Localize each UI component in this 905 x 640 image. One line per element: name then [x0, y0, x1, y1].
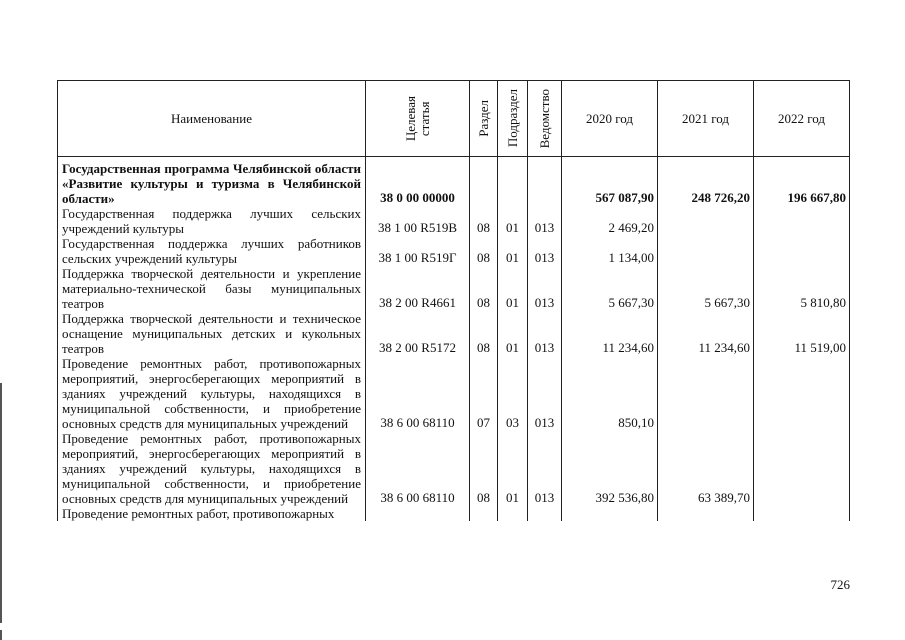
row-name: Государственная поддержка лучших работников сельских учреждений культуры: [58, 236, 366, 266]
row-2020: 567 087,90: [562, 157, 658, 207]
row-section: 08: [470, 311, 498, 356]
row-2022: [754, 236, 850, 266]
row-subsection: 03: [498, 356, 528, 431]
row-2021: [658, 206, 754, 236]
header-department: Ведомство: [528, 81, 562, 157]
budget-table: [57, 80, 850, 521]
row-department: [528, 157, 562, 207]
row-2021: [658, 356, 754, 431]
row-target-article: [366, 506, 470, 521]
row-2022: [754, 431, 850, 506]
row-name: Проведение ремонтных работ, противопожарных мероприятий, энергосберегающих мероприятий в зданиях учреждений культуры, находящихся в муниципальной собственности, и приобретение основных средств для муниципальных учреждений: [58, 356, 366, 431]
table-row: [58, 266, 850, 311]
row-section: 08: [470, 236, 498, 266]
row-subsection: 01: [498, 311, 528, 356]
row-2020: 11 234,60: [562, 311, 658, 356]
row-2022: 196 667,80: [754, 157, 850, 207]
page-number: 726: [830, 577, 850, 592]
row-department: 013: [528, 311, 562, 356]
row-2020: [562, 506, 658, 521]
row-subsection: [498, 506, 528, 521]
row-name: Поддержка творческой деятельности и укрепление материально-технической базы муниципальных театров: [58, 266, 366, 311]
row-section: 07: [470, 356, 498, 431]
row-name: Проведение ремонтных работ, противопожарных: [58, 506, 366, 521]
row-target-article: 38 1 00 R519Г: [366, 236, 470, 266]
row-department: 013: [528, 206, 562, 236]
row-section: 08: [470, 206, 498, 236]
row-section: [470, 157, 498, 207]
table-row: [58, 206, 850, 236]
row-target-article: 38 6 00 68110: [366, 431, 470, 506]
row-name: Государственная программа Челябинской области «Развитие культуры и туризма в Челябинской области»: [58, 157, 366, 207]
scan-edge-line: [0, 383, 2, 623]
row-department: 013: [528, 356, 562, 431]
row-target-article: 38 1 00 R519В: [366, 206, 470, 236]
row-subsection: 01: [498, 206, 528, 236]
row-department: 013: [528, 236, 562, 266]
header-name: Наименование: [58, 81, 366, 157]
table-row: [58, 506, 850, 521]
row-section: 08: [470, 266, 498, 311]
row-section: 08: [470, 431, 498, 506]
row-target-article: 38 2 00 R5172: [366, 311, 470, 356]
row-2021: [658, 236, 754, 266]
row-2021: 5 667,30: [658, 266, 754, 311]
table-row: [58, 356, 850, 431]
row-section: [470, 506, 498, 521]
row-2020: 2 469,20: [562, 206, 658, 236]
table-row: [58, 157, 850, 207]
row-subsection: 01: [498, 236, 528, 266]
row-2022: [754, 506, 850, 521]
header-2020: 2020 год: [562, 81, 658, 157]
header-target-article: Целевая статья: [366, 81, 470, 157]
row-name: Поддержка творческой деятельности и техническое оснащение муниципальных детских и кукольных театров: [58, 311, 366, 356]
row-2020: 392 536,80: [562, 431, 658, 506]
row-2020: 850,10: [562, 356, 658, 431]
header-section: Раздел: [470, 81, 498, 157]
row-2021: 63 389,70: [658, 431, 754, 506]
row-2021: [658, 506, 754, 521]
row-subsection: 01: [498, 266, 528, 311]
row-subsection: 01: [498, 431, 528, 506]
header-2022: 2022 год: [754, 81, 850, 157]
row-subsection: [498, 157, 528, 207]
header-2021: 2021 год: [658, 81, 754, 157]
row-department: [528, 506, 562, 521]
table-row: [58, 311, 850, 356]
row-name: Проведение ремонтных работ, противопожарных мероприятий, энергосберегающих мероприятий в зданиях учреждений культуры, находящихся в муниципальной собственности, и приобретение основных средств для муниципальных учреждений: [58, 431, 366, 506]
row-department: 013: [528, 266, 562, 311]
row-department: 013: [528, 431, 562, 506]
scan-edge-line: [0, 630, 2, 640]
row-2022: [754, 206, 850, 236]
row-2020: 5 667,30: [562, 266, 658, 311]
row-2022: [754, 356, 850, 431]
row-name: Государственная поддержка лучших сельских учреждений культуры: [58, 206, 366, 236]
row-2021: 248 726,20: [658, 157, 754, 207]
table-row: [58, 431, 850, 506]
row-2020: 1 134,00: [562, 236, 658, 266]
header-subsection: Подраздел: [498, 81, 528, 157]
table-row: [58, 236, 850, 266]
row-target-article: 38 2 00 R4661: [366, 266, 470, 311]
row-target-article: 38 0 00 00000: [366, 157, 470, 207]
row-2021: 11 234,60: [658, 311, 754, 356]
row-2022: 5 810,80: [754, 266, 850, 311]
row-2022: 11 519,00: [754, 311, 850, 356]
row-target-article: 38 6 00 68110: [366, 356, 470, 431]
table-header-row: [58, 81, 850, 157]
